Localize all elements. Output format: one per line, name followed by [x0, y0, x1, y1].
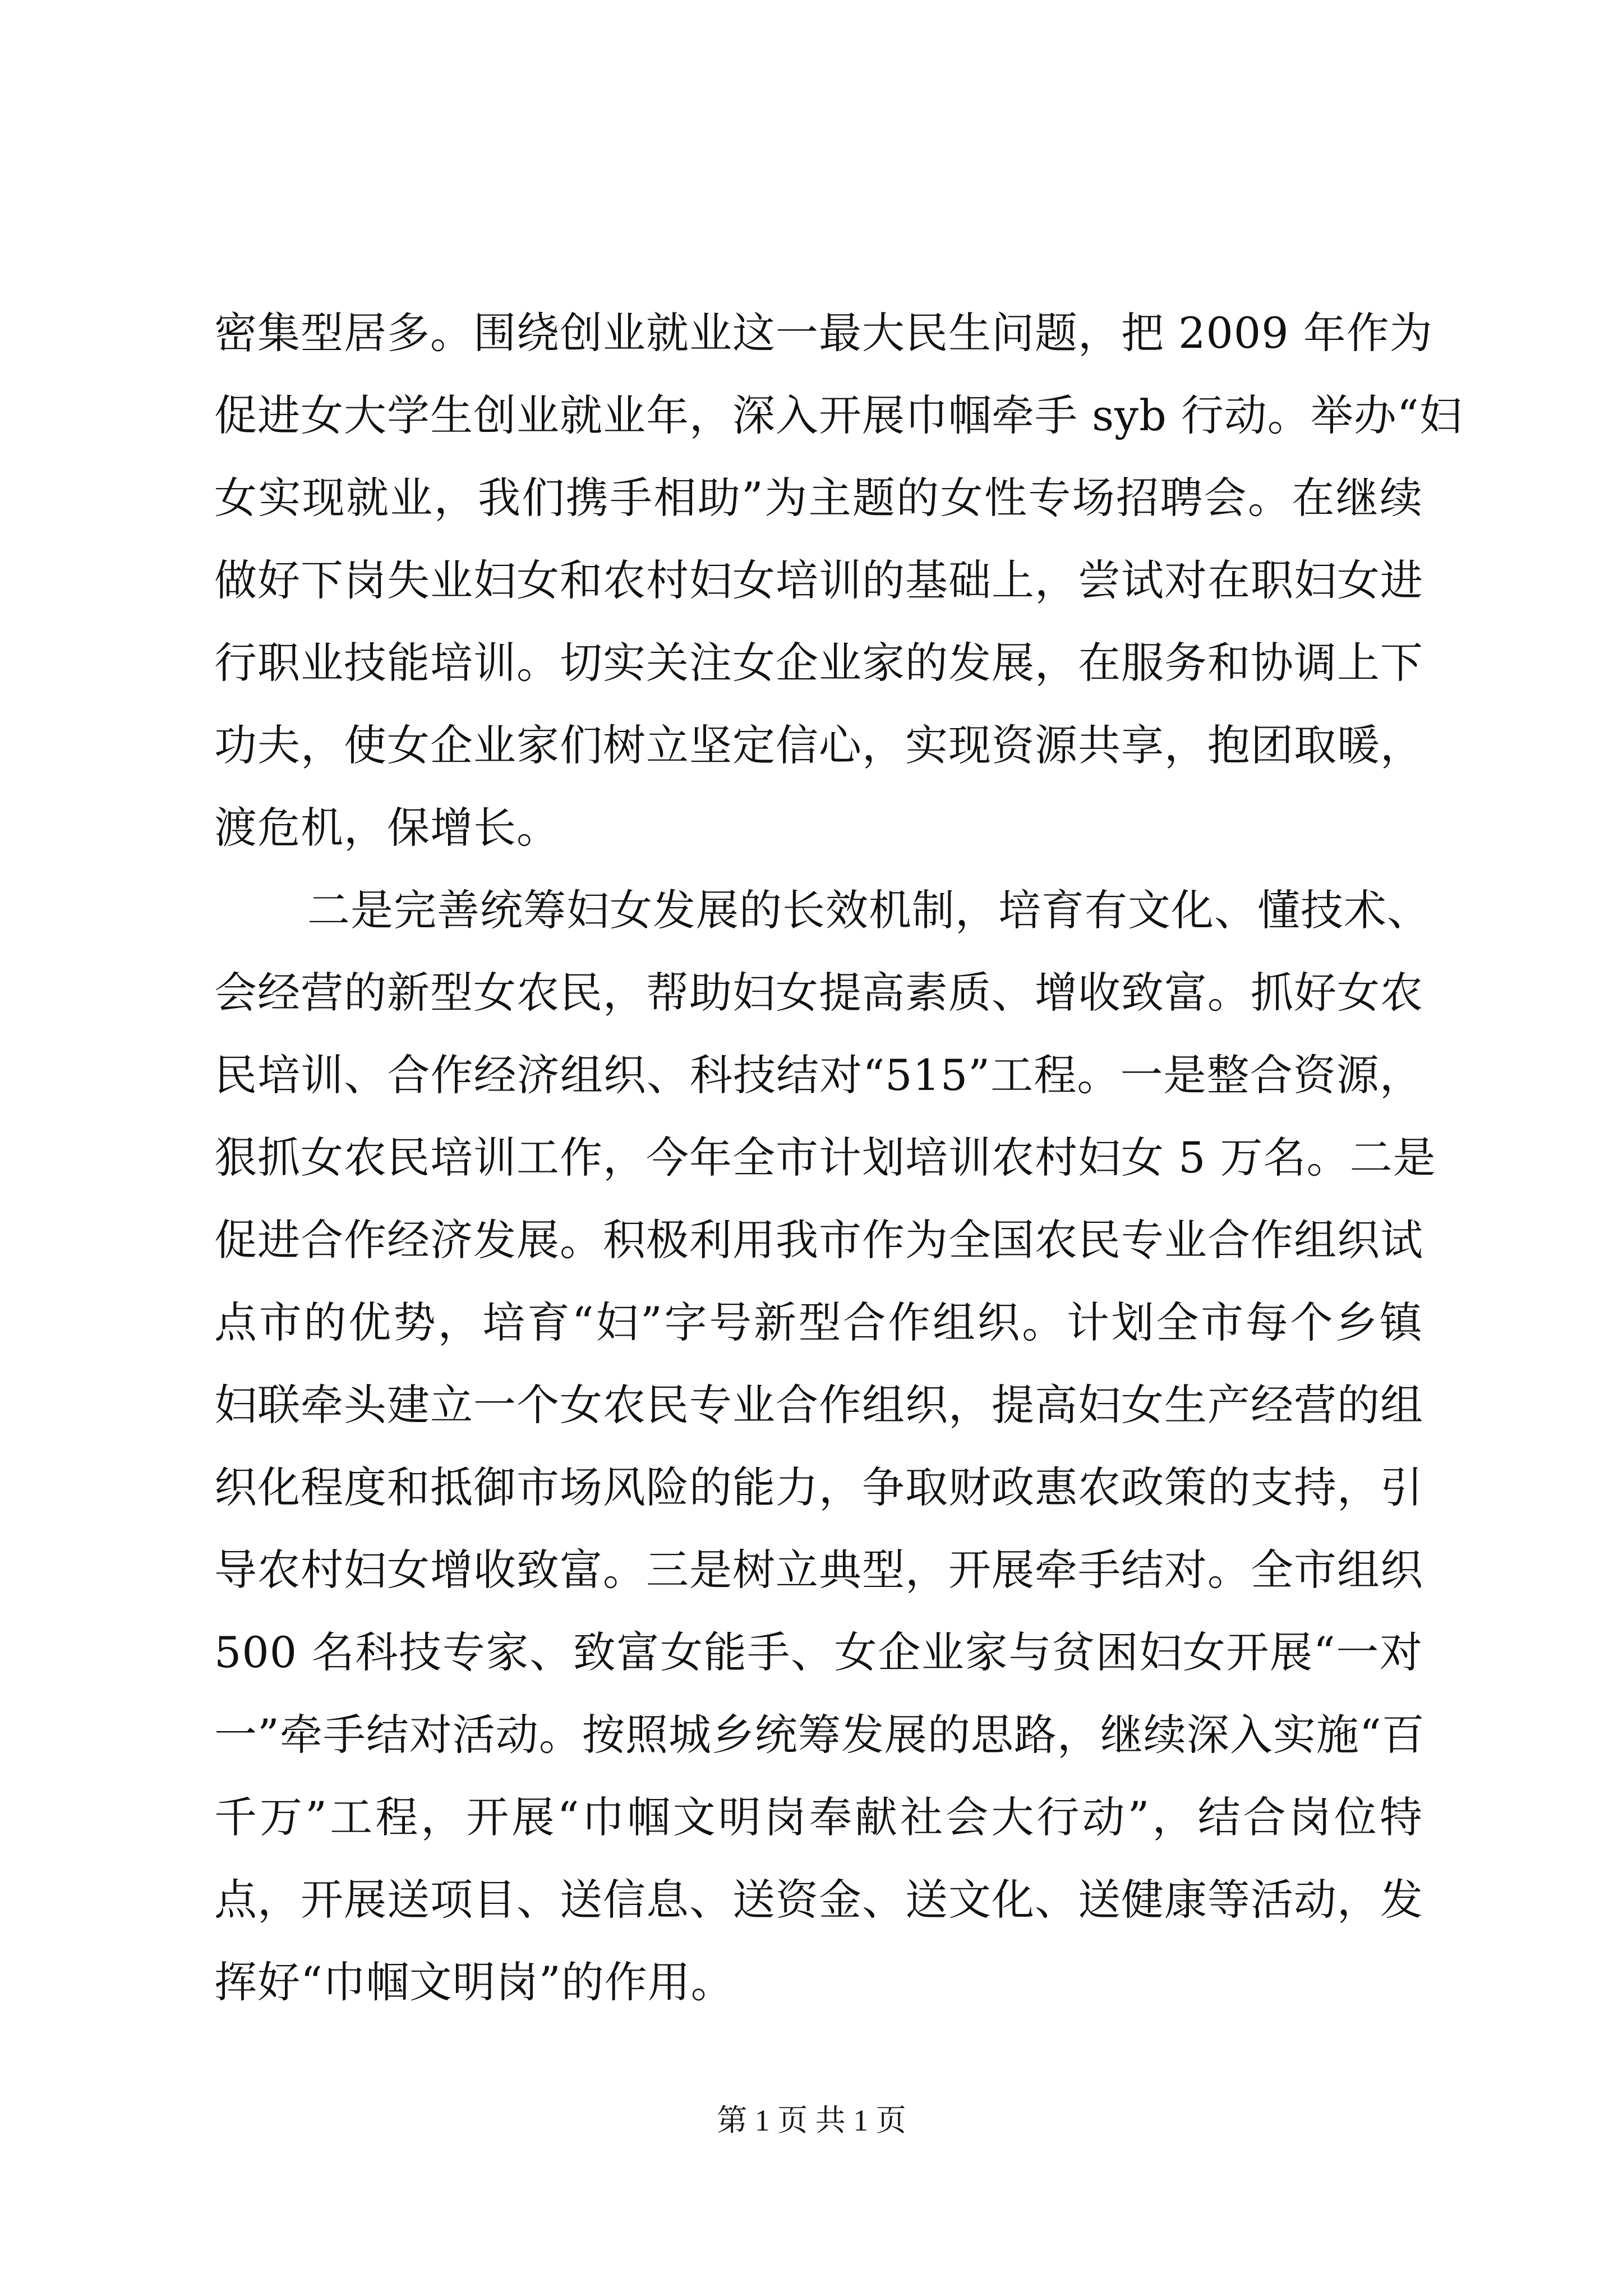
document-body [214, 292, 1463, 2023]
text-line: 民培训、合作经济组织、科技结对“515”工程。一是整合资源， [214, 1050, 1423, 1100]
text-line: 做好下岗失业妇女和农村妇女培训的基础上，尝试对在职妇女进 [214, 555, 1423, 605]
text-line: 会经营的新型女农民，帮助妇女提高素质、增收致富。抓好女农 [214, 968, 1423, 1018]
text-line: 女实现就业，我们携手相助”为主题的女性专场招聘会。在继续 [214, 473, 1423, 523]
text-line: 二是完善统筹妇女发展的长效机制，培育有文化、懂技术、 [307, 885, 1430, 935]
page-footer [0, 2101, 1623, 2140]
text-line: 一”牵手结对活动。按照城乡统筹发展的思路，继续深入实施“百 [214, 1710, 1425, 1760]
text-line: 点市的优势，培育“妇”字号新型合作组织。计划全市每个乡镇 [214, 1297, 1423, 1347]
page-number-label: 第 1 页 共 1 页 [717, 2104, 906, 2137]
text-line: 功夫，使女企业家们树立坚定信心，实现资源共享，抱团取暖， [214, 720, 1423, 770]
text-line: 织化程度和抵御市场风险的能力，争取财政惠农政策的支持，引 [214, 1462, 1423, 1512]
text-line: 导农村妇女增收致富。三是树立典型，开展牵手结对。全市组织 [214, 1545, 1423, 1595]
paragraph-2 [214, 869, 1436, 2023]
text-line: 狠抓女农民培训工作，今年全市计划培训农村妇女 5 万名。二是 [214, 1133, 1436, 1182]
text-line: 密集型居多。围绕创业就业这一最大民生问题，把 2009 年作为 [214, 308, 1433, 358]
text-line: 妇联牵头建立一个女农民专业合作组织，提高妇女生产经营的组 [214, 1380, 1423, 1430]
paragraph-1 [214, 292, 1463, 869]
text-line: 行职业技能培训。切实关注女企业家的发展，在服务和协调上下 [214, 638, 1423, 688]
text-line: 500 名科技专家、致富女能手、女企业家与贫困妇女开展“一对 [214, 1627, 1423, 1677]
text-line: 促进女大学生创业就业年，深入开展巾帼牵手 syb 行动。举办“妇 [214, 390, 1463, 440]
text-line: 挥好“巾帼文明岗”的作用。 [214, 1957, 734, 2007]
text-line: 千万”工程，开展“巾帼文明岗奉献社会大行动”，结合岗位特 [214, 1792, 1423, 1842]
text-line: 促进合作经济发展。积极利用我市作为全国农民专业合作组织试 [214, 1215, 1423, 1265]
text-line: 点，开展送项目、送信息、送资金、送文化、送健康等活动，发 [214, 1875, 1423, 1925]
text-line: 渡危机，保增长。 [214, 803, 560, 853]
